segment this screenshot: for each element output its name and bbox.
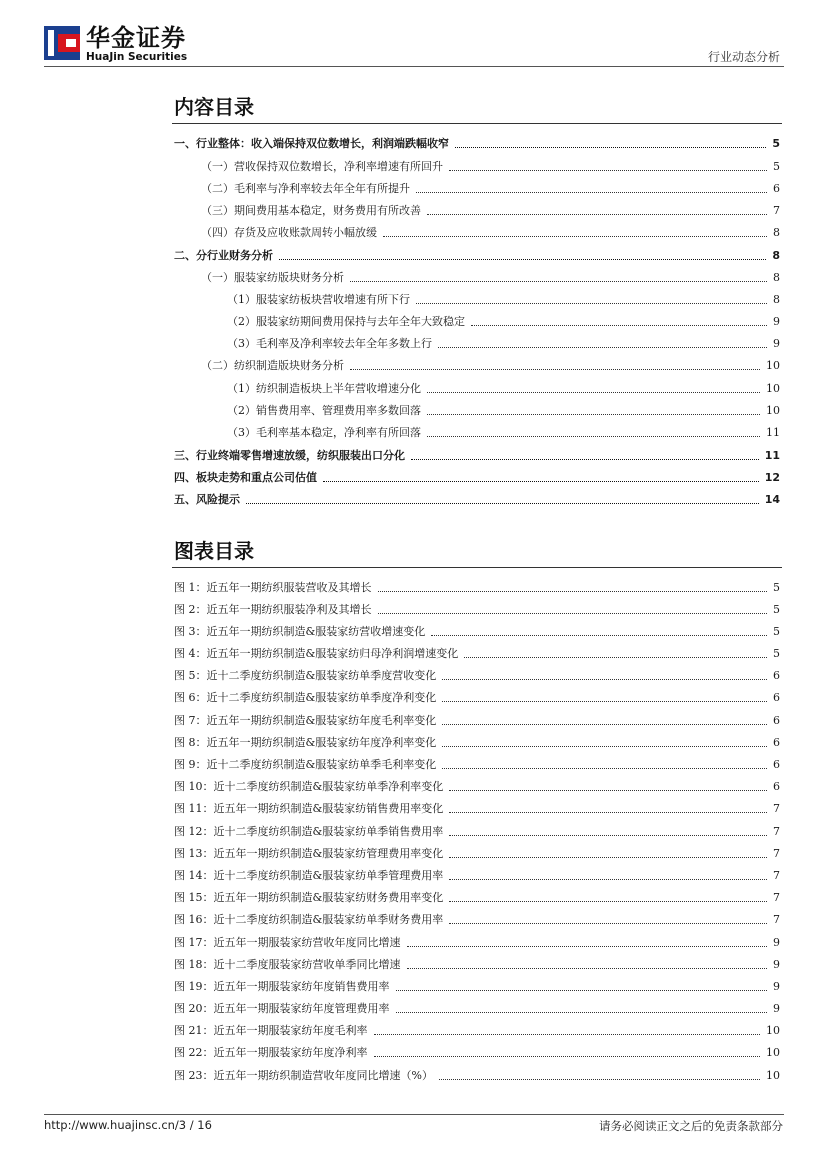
toc-entry[interactable]: （一）营收保持双位数增长，净利率增速有所回升 5 (201, 160, 780, 173)
figure-entry[interactable]: 图 11：近五年一期纺织制造&服装家纺销售费用率变化 7 (174, 802, 780, 815)
figure-entry[interactable]: 图 21：近五年一期服装家纺年度毛利率 10 (174, 1024, 780, 1037)
figure-entry[interactable]: 图 6：近十二季度纺织制造&服装家纺单季度净利变化 6 (174, 691, 780, 704)
footer-url-page-number[interactable]: http://www.huajinsc.cn/3 / 16 (44, 1118, 212, 1132)
toc-entry[interactable]: 二、分行业财务分析 8 (174, 249, 780, 262)
huajin-logo (44, 26, 189, 64)
toc-entry[interactable]: （二）毛利率与净利率较去年全年有所提升 6 (201, 182, 780, 195)
header-divider (44, 66, 784, 67)
figure-entry[interactable]: 图 1：近五年一期纺织服装营收及其增长 5 (174, 581, 780, 594)
figure-entry[interactable]: 图 13：近五年一期纺织制造&服装家纺管理费用率变化 7 (174, 847, 780, 860)
figure-entry[interactable]: 图 5：近十二季度纺织制造&服装家纺单季度营收变化 6 (174, 669, 780, 682)
figure-entry[interactable]: 图 22：近五年一期服装家纺年度净利率 10 (174, 1046, 780, 1059)
report-type: 行业动态分析 (707, 50, 780, 64)
figure-entry[interactable]: 图 16：近十二季度纺织制造&服装家纺单季财务费用率 7 (174, 913, 780, 926)
toc-entry[interactable]: 五、风险提示 14 (174, 493, 780, 506)
toc-entry[interactable]: （1）纺织制造板块上半年营收增速分化 10 (227, 382, 780, 395)
figure-entry[interactable]: 图 10：近十二季度纺织制造&服装家纺单季净利率变化 6 (174, 780, 780, 793)
toc-title-rule (172, 123, 782, 124)
toc-entry[interactable]: 四、板块走势和重点公司估值 12 (174, 471, 780, 484)
toc-entry[interactable]: （2）服装家纺期间费用保持与去年全年大致稳定 9 (227, 315, 780, 328)
figure-entry[interactable]: 图 14：近十二季度纺织制造&服装家纺单季管理费用率 7 (174, 869, 780, 882)
huajin-logo-mark-icon (44, 26, 80, 60)
figure-entry[interactable]: 图 9：近十二季度纺织制造&服装家纺单季毛利率变化 6 (174, 758, 780, 771)
page-header (44, 26, 784, 66)
logo-english-name: HuaJin Securities (86, 51, 188, 63)
toc-entry[interactable]: 一、行业整体：收入端保持双位数增长，利润端跌幅收窄 5 (174, 137, 780, 150)
toc-entry[interactable]: （一）服装家纺版块财务分析 8 (201, 271, 780, 284)
figure-entry[interactable]: 图 2：近五年一期纺织服装净利及其增长 5 (174, 603, 780, 616)
figures-title-rule (172, 567, 782, 568)
figure-entry[interactable]: 图 19：近五年一期服装家纺年度销售费用率 9 (174, 980, 780, 993)
figure-entry[interactable]: 图 4：近五年一期纺织制造&服装家纺归母净利润增速变化 5 (174, 647, 780, 660)
toc-entry[interactable]: （3）毛利率基本稳定，净利率有所回落 11 (227, 426, 780, 439)
figure-entry[interactable]: 图 12：近十二季度纺织制造&服装家纺单季销售费用率 7 (174, 825, 780, 838)
toc-entry[interactable]: 三、行业终端零售增速放缓，纺织服装出口分化 11 (174, 449, 780, 462)
toc-title: 内容目录 (174, 95, 254, 119)
figure-entry[interactable]: 图 3：近五年一期纺织制造&服装家纺营收增速变化 5 (174, 625, 780, 638)
toc-entry[interactable]: （3）毛利率及净利率较去年全年多数上行 9 (227, 337, 780, 350)
figure-entry[interactable]: 图 17：近五年一期服装家纺营收年度同比增速 9 (174, 936, 780, 949)
footer-disclaimer: 请务必阅读正文之后的免责条款部分 (599, 1119, 783, 1133)
figure-entry[interactable]: 图 7：近五年一期纺织制造&服装家纺年度毛利率变化 6 (174, 714, 780, 727)
figure-entry[interactable]: 图 23：近五年一期纺织制造营收年度同比增速（%） 10 (174, 1069, 780, 1082)
toc-entry[interactable]: （2）销售费用率、管理费用率多数回落 10 (227, 404, 780, 417)
toc-entry[interactable]: （三）期间费用基本稳定，财务费用有所改善 7 (201, 204, 780, 217)
figures-title: 图表目录 (174, 539, 254, 563)
figure-entry[interactable]: 图 18：近十二季度服装家纺营收单季同比增速 9 (174, 958, 780, 971)
toc-entry[interactable]: （二）纺织制造版块财务分析 10 (201, 359, 780, 372)
footer-divider (44, 1114, 784, 1115)
figure-entry[interactable]: 图 8：近五年一期纺织制造&服装家纺年度净利率变化 6 (174, 736, 780, 749)
toc-entry[interactable]: （1）服装家纺板块营收增速有所下行 8 (227, 293, 780, 306)
figure-entry[interactable]: 图 15：近五年一期纺织制造&服装家纺财务费用率变化 7 (174, 891, 780, 904)
logo-chinese-name: 华金证券 (86, 24, 186, 52)
toc-entry[interactable]: （四）存货及应收账款周转小幅放缓 8 (201, 226, 780, 239)
figure-entry[interactable]: 图 20：近五年一期服装家纺年度管理费用率 9 (174, 1002, 780, 1015)
